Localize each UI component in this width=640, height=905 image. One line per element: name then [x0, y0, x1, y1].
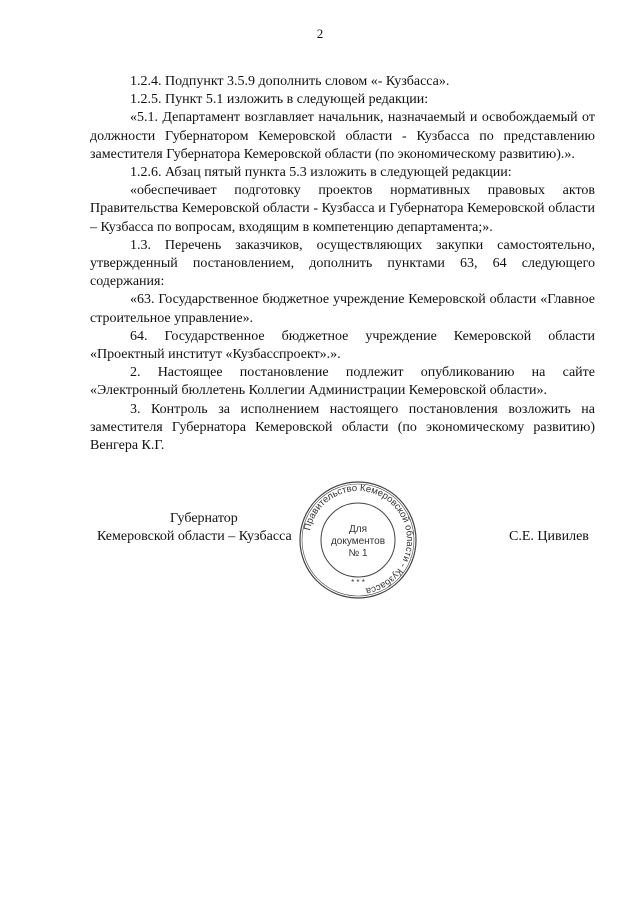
- paragraph: 1.2.6. Абзац пятый пункта 5.3 изложить в следующей редакции:: [130, 165, 512, 181]
- paragraph: «5.1. Департамент возглавляет начальник, назначаемый и освобождаемый от должности Губернатором Кемеровской области - Кузбасса по представлению заместителя Губернатора Кемеровской области (по экономическому развитию).».: [90, 110, 595, 162]
- paragraph: «обеспечивает подготовку проектов нормативных правовых актов Правительства Кемеровской области - Кузбасса и Губернатора Кемеровской области – Кузбасса по вопросам, входящим в компетенцию департамента;».: [90, 183, 595, 235]
- seal-ring-text: Правительство Кемеровской области - Кузбасса: [302, 482, 416, 597]
- paragraph: 2. Настоящее постановление подлежит опубликованию на сайте «Электронный бюллетень Коллегии Администрации Кемеровской области».: [90, 365, 595, 399]
- seal-center-line: документов: [330, 536, 386, 547]
- seal-center-line: Для: [348, 524, 368, 535]
- signatory-title: Губернатор: [170, 511, 238, 526]
- signatory-region: Кемеровской области – Кузбасса: [97, 529, 292, 544]
- official-seal: [298, 478, 418, 603]
- paragraph: 1.2.4. Подпункт 3.5.9 дополнить словом «- Кузбасса».: [130, 74, 450, 89]
- paragraph: 3. Контроль за исполнением настоящего постановления возложить на заместителя Губернатора Кемеровской области (по экономическому развитию) Венгера К.Г.: [90, 401, 595, 454]
- paragraph: 1.3. Перечень заказчиков, осуществляющих закупки самостоятельно, утвержденный постановлением, дополнить пунктами 63, 64 следующего содержания:: [90, 237, 595, 290]
- paragraph: 1.2.5. Пункт 5.1 изложить в следующей редакции:: [130, 92, 429, 108]
- page-number: 2: [316, 26, 324, 41]
- paragraph: 64. Государственное бюджетное учреждение Кемеровской области «Проектный институт «Кузбасспроект».».: [90, 328, 595, 363]
- document-body: [90, 73, 595, 455]
- signatory-name: С.Е. Цивилев: [509, 529, 589, 544]
- seal-stars: * * *: [351, 578, 365, 587]
- paragraph: «63. Государственное бюджетное учреждение Кемеровской области «Главное строительное управление».: [90, 292, 595, 326]
- seal-center-line: № 1: [348, 548, 368, 559]
